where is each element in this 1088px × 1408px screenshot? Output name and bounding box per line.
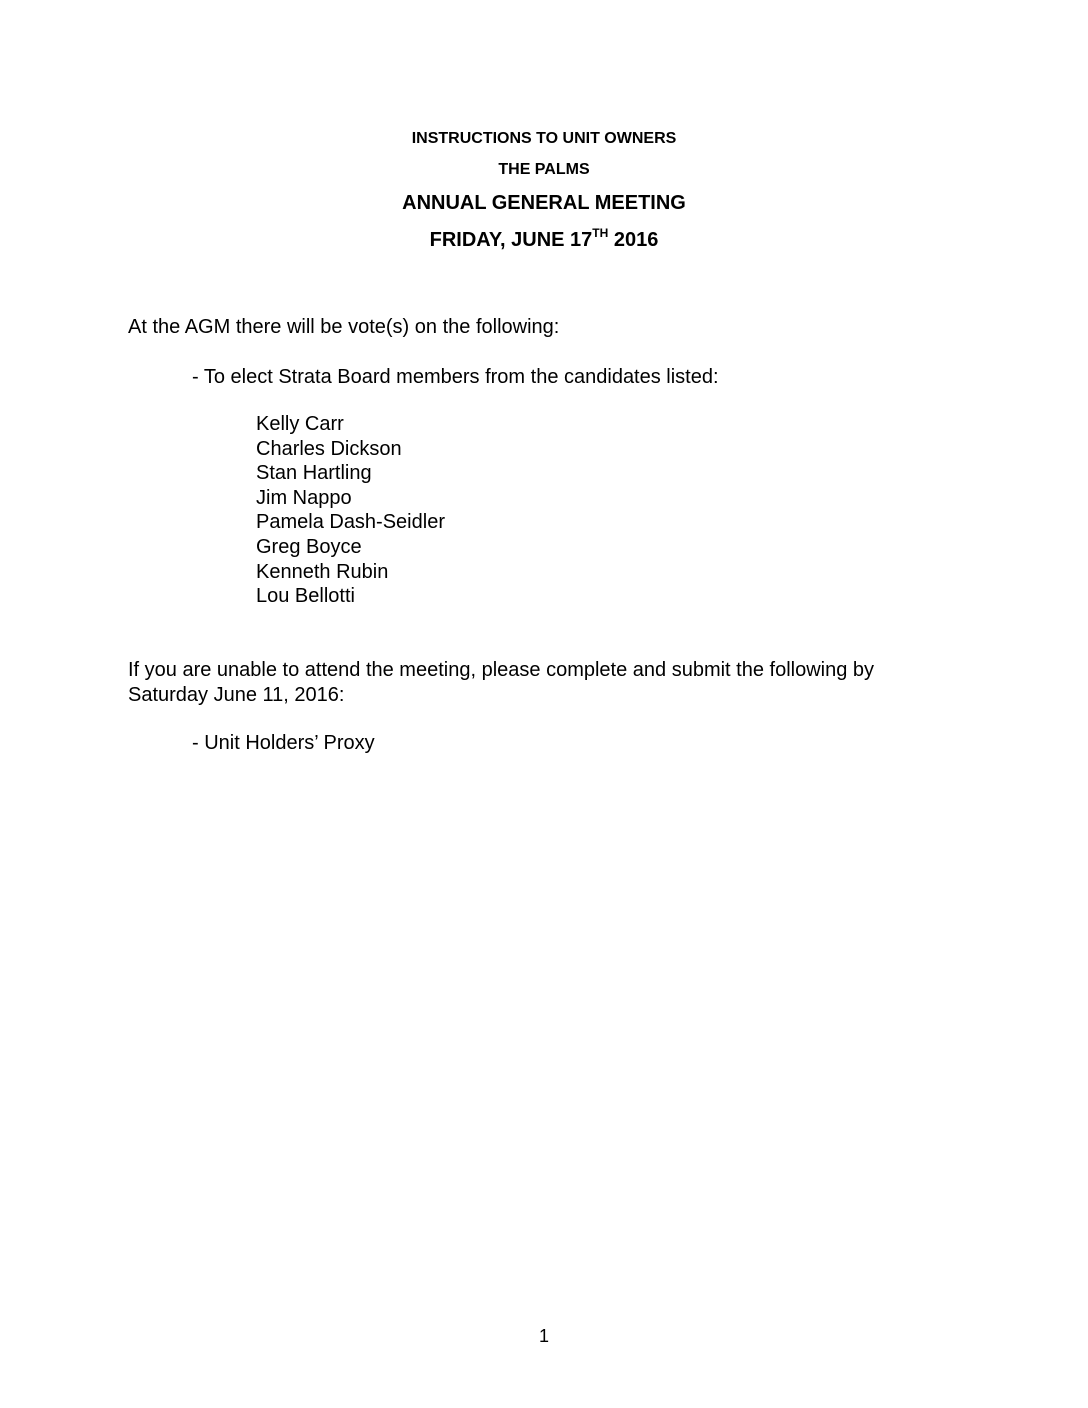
candidate-name: Charles Dickson bbox=[256, 437, 402, 460]
candidate-name: Lou Bellotti bbox=[256, 585, 355, 608]
candidate-name: Stan Hartling bbox=[256, 462, 372, 485]
candidate-name: Pamela Dash-Seidler bbox=[256, 511, 445, 534]
heading-building-name: THE PALMS bbox=[498, 161, 590, 178]
unable-line-2: Saturday June 11, 2016: bbox=[128, 683, 345, 706]
intro-paragraph: At the AGM there will be vote(s) on the following: bbox=[128, 316, 560, 338]
unable-to-attend-paragraph bbox=[128, 658, 874, 707]
meeting-date-year: 2016 bbox=[608, 229, 659, 251]
bullet-unit-holders-proxy: - Unit Holders’ Proxy bbox=[192, 732, 375, 754]
candidate-name: Jim Nappo bbox=[256, 486, 352, 509]
heading-instructions: INSTRUCTIONS TO UNIT OWNERS bbox=[411, 130, 677, 147]
candidate-name: Kenneth Rubin bbox=[256, 560, 389, 583]
bullet-elect-board: - To elect Strata Board members from the candidates listed: bbox=[192, 366, 719, 388]
heading-meeting-date bbox=[0, 226, 1088, 252]
candidate-name: Kelly Carr bbox=[256, 413, 344, 435]
meeting-date-main: FRIDAY, JUNE 17 bbox=[429, 229, 593, 251]
candidate-name: Greg Boyce bbox=[256, 535, 362, 558]
heading-meeting-title: ANNUAL GENERAL MEETING bbox=[402, 192, 686, 214]
meeting-date-ordinal: TH bbox=[592, 226, 609, 240]
unable-line-1: If you are unable to attend the meeting, please complete and submit the following by bbox=[128, 659, 875, 681]
page-number: 1 bbox=[538, 1326, 549, 1346]
candidate-list bbox=[256, 412, 445, 609]
